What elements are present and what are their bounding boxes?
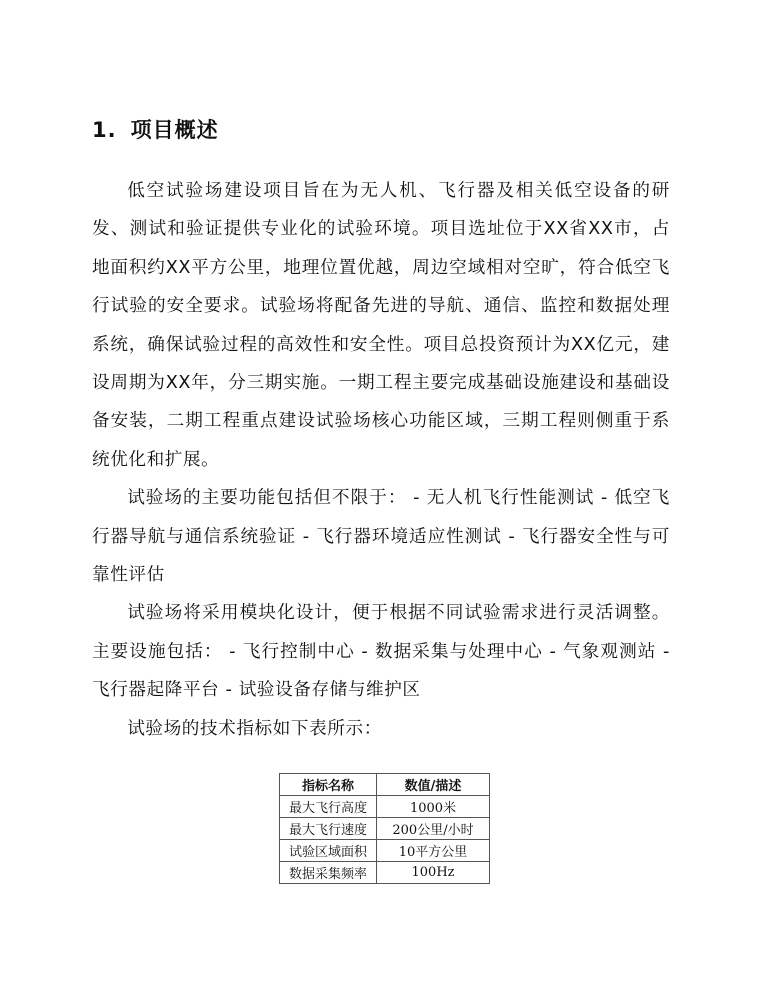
table-header-cell: 数值/描述 xyxy=(377,774,490,796)
table-header-cell: 指标名称 xyxy=(280,774,377,796)
table-cell: 最大飞行高度 xyxy=(280,796,377,818)
table-header-row xyxy=(280,774,490,796)
section-title: 项目概述 xyxy=(130,118,219,142)
paragraph-functions: 试验场的主要功能包括但不限于： - 无人机飞行性能测试 - 低空飞行器导航与通信系统验证 - 飞行器环境适应性测试 - 飞行器安全性与可靠性评估 xyxy=(92,488,670,586)
table-cell: 10平方公里 xyxy=(377,840,490,862)
paragraph-facilities: 试验场将采用模块化设计，便于根据不同试验需求进行灵活调整。主要设施包括： - 飞行控制中心 - 数据采集与处理中心 - 气象观测站 - 飞行器起降平台 - 试验设备存储与维护区 xyxy=(92,603,670,701)
section-number: 1. xyxy=(92,118,117,142)
spec-table xyxy=(279,773,490,884)
table-cell: 100Hz xyxy=(377,862,490,884)
body-text xyxy=(92,172,670,748)
table-row xyxy=(280,818,490,840)
table-cell: 试验区域面积 xyxy=(280,840,377,862)
paragraph-table-intro: 试验场的技术指标如下表所示： xyxy=(127,718,382,739)
spec-table-container xyxy=(279,773,490,884)
table-cell: 最大飞行速度 xyxy=(280,818,377,840)
table-row xyxy=(280,862,490,884)
section-heading xyxy=(92,114,219,144)
table-row xyxy=(280,796,490,818)
table-cell: 200公里/小时 xyxy=(377,818,490,840)
table-row xyxy=(280,840,490,862)
paragraph-overview: 低空试验场建设项目旨在为无人机、飞行器及相关低空设备的研发、测试和验证提供专业化的试验环境。项目选址位于XX省XX市，占地面积约XX平方公里，地理位置优越，周边空域相对空旷，符合低空飞行试验的安全要求。试验场将配备先进的导航、通信、监控和数据处理系统，确保试验过程的高效性和安全性。项目总投资预计为XX亿元，建设周期为XX年，分三期实施。一期工程主要完成基础设施建设和基础设备安装，二期工程重点建设试验场核心功能区域，三期工程则侧重于系统优化和扩展。 xyxy=(92,181,670,470)
table-cell: 数据采集频率 xyxy=(280,862,377,884)
table-cell: 1000米 xyxy=(377,796,490,818)
